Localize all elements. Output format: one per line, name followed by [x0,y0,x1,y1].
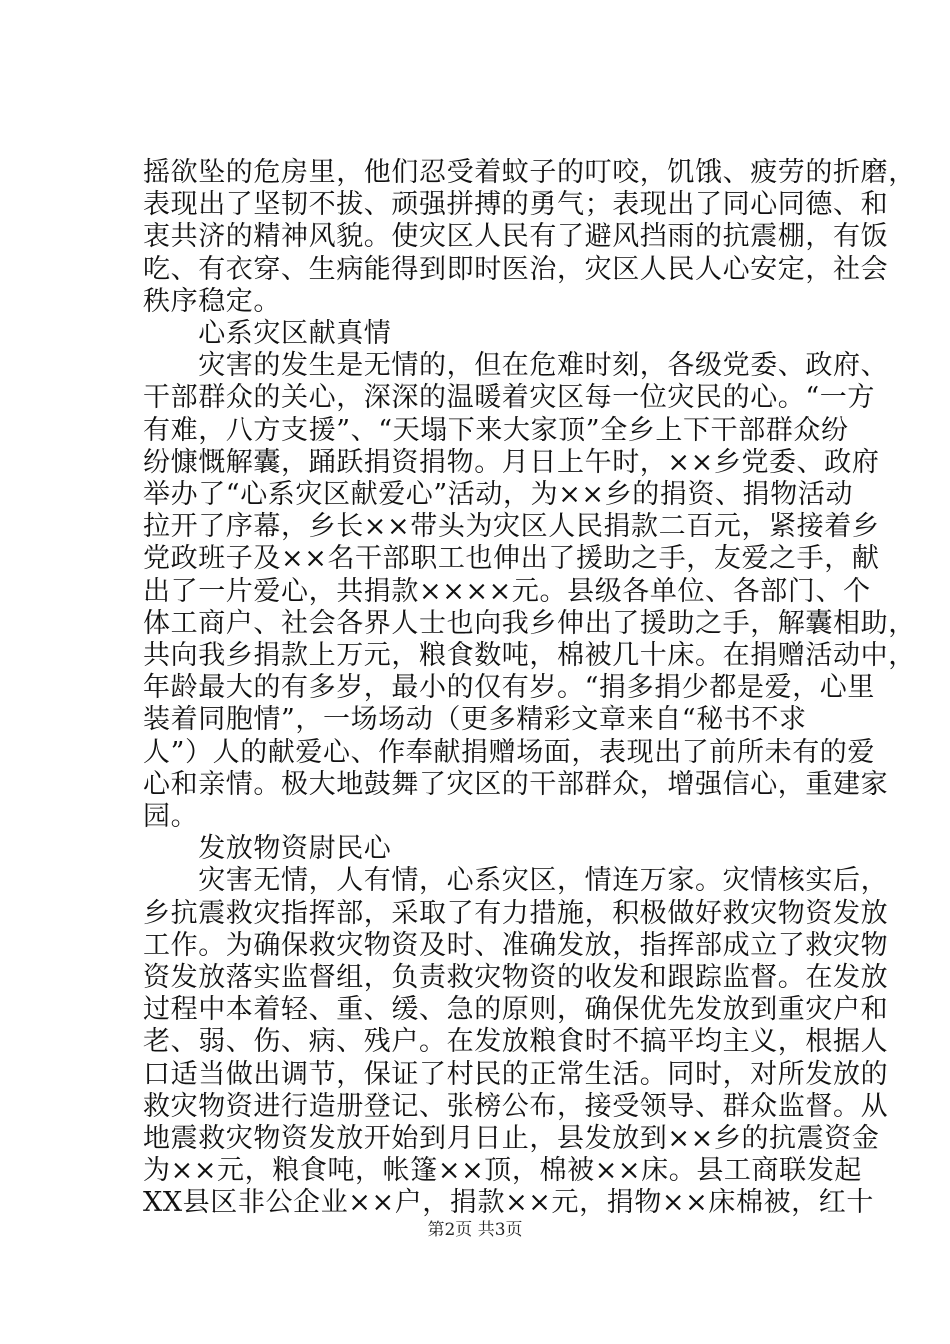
text-line: 吃、有衣穿、生病能得到即时医治，灾区人民人心安定，社会 [143,253,889,285]
text-line: 摇欲坠的危房里，他们忍受着蚊子的叮咬，饥饿、疲劳的折磨， [143,157,916,188]
text-line: 出了一片爱心，共捐款××××元。县级各单位、各部门、个 [143,575,871,607]
text-line: 举办了“心系灾区献爱心”活动，为××乡的捐资、捐物活动 [143,479,854,510]
text-line: 体工商户、社会各界人士也向我乡伸出了援助之手，解囊相助， [143,607,916,639]
text-line: 灾害的发生是无情的，但在危难时刻，各级党委、政府、 [143,350,889,382]
text-line: 人”）人的献爱心、作奉献捐赠场面，表现出了前所未有的爱 [143,736,876,768]
text-line: 干部群众的关心，深深的温暖着灾区每一位灾民的心。“一方 [143,382,876,414]
text-line: 心和亲情。极大地鼓舞了灾区的干部群众，增强信心，重建家 [143,768,889,800]
text-line: 老、弱、伤、病、残户。在发放粮食时不搞平均主义，根据人 [143,1026,889,1058]
text-line: 地震救灾物资发放开始到月日止，县发放到××乡的抗震资金 [143,1123,880,1154]
text-line: 表现出了坚韧不拔、顽强拼搏的勇气；表现出了同心同德、和 [143,189,889,221]
text-line: 共向我乡捐款上万元，粮食数吨，棉被几十床。在捐赠活动中， [143,640,916,671]
text-line: 过程中本着轻、重、缓、急的原则，确保优先发放到重灾户和 [143,994,889,1026]
text-line: XX县区非公企业××户，捐款××元，捐物××床棉被，红十 [143,1187,874,1219]
page-footer: 第2页 共3页 [427,1220,523,1240]
text-line: 党政班子及××名干部职工也伸出了援助之手，友爱之手，献 [143,543,880,575]
text-line: 为××元，粮食吨，帐篷××顶，棉被××床。县工商联发起 [143,1155,862,1187]
text-line: 园。 [143,801,199,832]
text-line: 纷慷慨解囊，踊跃捐资捐物。月日上午时，××乡党委、政府 [143,446,880,478]
text-line: 工作。为确保救灾物资及时、准确发放，指挥部成立了救灾物 [143,929,889,961]
text-line: 救灾物资进行造册登记、张榜公布，接受领导、群众监督。从 [143,1090,889,1122]
text-line: 资发放落实监督组，负责救灾物资的收发和跟踪监督。在发放 [143,962,889,993]
text-line: 灾害无情，人有情，心系灾区，情连万家。灾情核实后， [143,865,889,897]
text-line: 发放物资尉民心 [143,833,392,865]
text-line: 乡抗震救灾指挥部，采取了有力措施，积极做好救灾物资发放 [143,897,889,929]
text-line: 拉开了序幕，乡长××带头为灾区人民捐款二百元，紧接着乡 [143,511,880,543]
text-line: 口适当做出调节，保证了村民的正常生活。同时，对所发放的 [143,1058,889,1090]
text-line: 衷共济的精神风貌。使灾区人民有了避风挡雨的抗震棚，有饭 [143,221,889,253]
text-line: 装着同胞情”，一场场动（更多精彩文章来自“秘书不求 [143,704,807,736]
text-line: 心系灾区献真情 [143,318,392,349]
text-line: 秩序稳定。 [143,285,281,317]
text-line: 年龄最大的有多岁，最小的仅有岁。“捐多捐少都是爱，心里 [143,672,876,704]
text-line: 有难，八方支援”、“天塌下来大家顶”全乡上下干部群众纷 [143,414,849,446]
